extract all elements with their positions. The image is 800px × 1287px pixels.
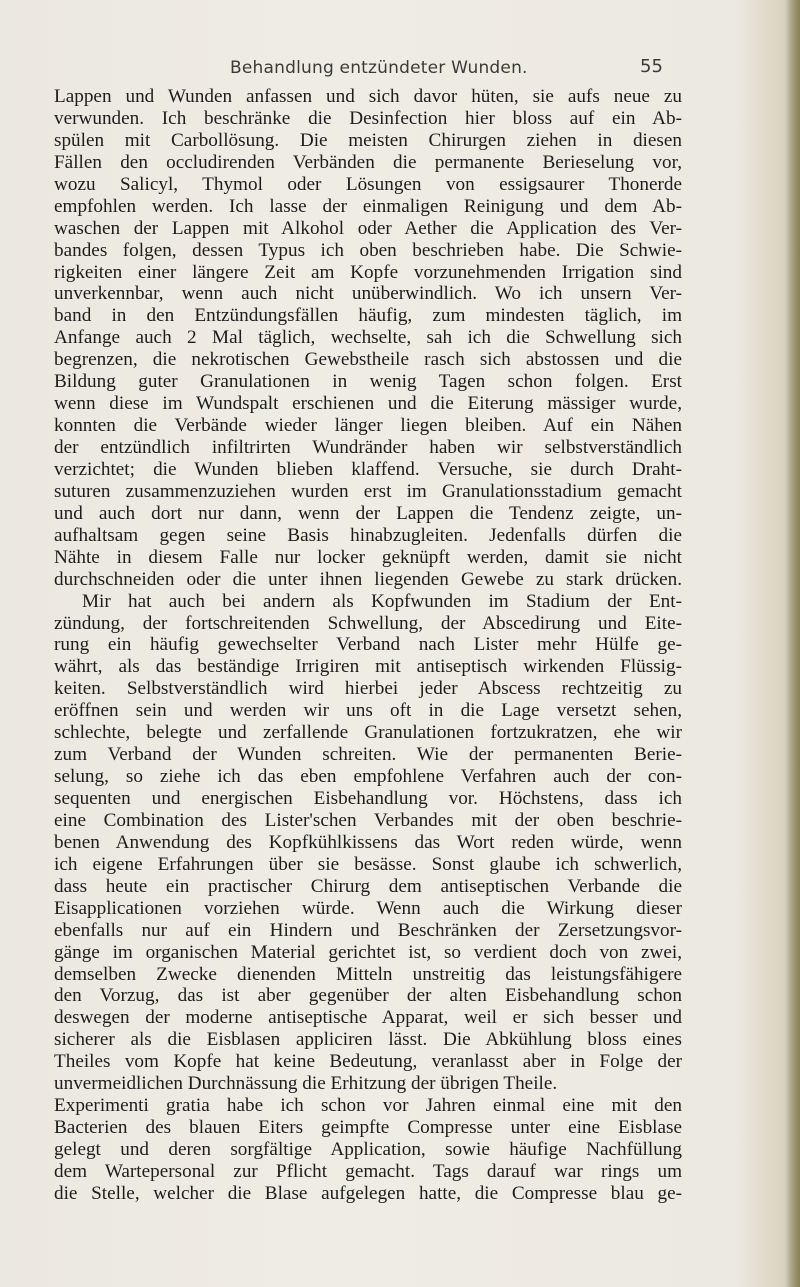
text-line: Theiles vom Kopfe hat keine Bedeutung, veranlasst aber in Folge der <box>54 1051 682 1073</box>
text-line: gänge im organischen Material gerichtet ist, so verdient doch von zwei, <box>54 941 682 963</box>
text-line: und auch dort nur dann, wenn der Lappen die Tendenz zeigte, un- <box>54 502 682 524</box>
text-line: deswegen der moderne antiseptische Apparat, weil er sich besser und <box>54 1007 682 1029</box>
paragraph-start-line: Mir hat auch bei andern als Kopfwunden im Stadium der Ent- <box>82 590 682 612</box>
text-line: benen Anwendung des Kopfkühlkissens das Wort reden würde, wenn <box>54 831 682 853</box>
text-line: sicherer als die Eisblasen appliciren lässt. Die Abkühlung bloss eines <box>54 1029 682 1051</box>
text-line: ebenfalls nur auf ein Hindern und Beschränken der Zersetzungsvor- <box>54 919 682 941</box>
text-line: eine Combination des Lister'schen Verbandes mit der oben beschrie- <box>54 809 682 831</box>
text-line: selung, so ziehe ich das eben empfohlene Verfahren auch der con- <box>54 766 682 788</box>
text-line: Bildung guter Granulationen in wenig Tagen schon folgen. Erst <box>54 371 682 393</box>
text-line: rung ein häufig gewechselter Verband nach Lister mehr Hülfe ge- <box>54 634 682 656</box>
text-line: durchschneiden oder die unter ihnen liegenden Gewebe zu stark drücken. <box>54 568 682 590</box>
text-line: der entzündlich infiltrirten Wundränder haben wir selbstverständlich <box>54 437 682 458</box>
text-line: schlechte, belegte und zerfallende Granulationen fortzukratzen, ehe wir <box>54 722 682 744</box>
text-line: Eisapplicationen vorziehen würde. Wenn auch die Wirkung dieser <box>54 897 682 919</box>
text-line: konnten die Verbände wieder länger liegen bleiben. Auf ein Nähen <box>54 415 682 437</box>
text-line: dem Wartepersonal zur Pflicht gemacht. Tags darauf war rings um <box>54 1160 682 1182</box>
text-line: zündung, der fortschreitenden Schwellung, der Abscedirung und Eite- <box>54 612 682 634</box>
text-line: wenn diese im Wundspalt erschienen und die Eiterung mässiger wurde, <box>54 393 682 415</box>
text-line: waschen der Lappen mit Alkohol oder Aether die Application des Ver- <box>54 217 682 239</box>
body-text <box>54 86 682 1205</box>
text-line: Experimenti gratia habe ich schon vor Jahren einmal eine mit den <box>54 1095 682 1117</box>
text-line: dass heute ein practischer Chirurg dem antiseptischen Verbande die <box>54 875 682 897</box>
text-line: suturen zusammenzuziehen wurden erst im Granulationsstadium gemacht <box>54 480 682 502</box>
text-line: rigkeiten einer längere Zeit am Kopfe vorzunehmenden Irrigation sind <box>54 261 682 283</box>
text-line: wozu Salicyl, Thymol oder Lösungen von essigsaurer Thonerde <box>54 173 682 195</box>
page-number: 55 <box>640 56 663 77</box>
text-line: bandes folgen, dessen Typus ich oben beschrieben habe. Die Schwie- <box>54 239 682 261</box>
text-line: Fällen den occludirenden Verbänden die permanente Berieselung vor, <box>54 151 682 173</box>
text-line: demselben Zwecke dienenden Mitteln unstreitig das leistungsfähigere <box>54 963 682 985</box>
text-line: keiten. Selbstverständlich wird hierbei jeder Abscess rechtzeitig zu <box>54 678 682 700</box>
text-line: zum Verband der Wunden schreiten. Wie der permanenten Berie- <box>54 744 682 766</box>
text-line: unvermeidlichen Durchnässung die Erhitzung der übrigen Theile. <box>54 1073 558 1095</box>
text-line: den Vorzug, das ist aber gegenüber der alten Eisbehandlung schon <box>54 985 682 1007</box>
text-line: verwunden. Ich beschränke die Desinfection hier bloss auf ein Ab- <box>54 107 682 129</box>
running-head: Behandlung entzündeter Wunden. <box>230 58 528 78</box>
text-line: Nähte in diesem Falle nur locker geknüpft werden, damit sie nicht <box>54 546 682 568</box>
text-line: sequenten und energischen Eisbehandlung vor. Höchstens, dass ich <box>54 788 682 809</box>
text-line: eröffnen sein und werden wir uns oft in die Lage versetzt sehen, <box>54 700 682 722</box>
text-line: band in den Entzündungsfällen häufig, zum mindesten täglich, im <box>54 305 682 327</box>
text-line: Anfange auch 2 Mal täglich, wechselte, sah ich die Schwellung sich <box>54 327 682 349</box>
text-line: aufhaltsam gegen seine Basis hinabzugleiten. Jedenfalls dürfen die <box>54 524 682 546</box>
text-line: unverkennbar, wenn auch nicht unüberwindlich. Wo ich unsern Ver- <box>54 283 682 305</box>
text-line: Lappen und Wunden anfassen und sich davor hüten, sie aufs neue zu <box>54 86 682 107</box>
text-line: ich eigene Erfahrungen über sie besässe. Sonst glaube ich schwerlich, <box>54 853 682 875</box>
text-line: empfohlen werden. Ich lasse der einmaligen Reinigung und dem Ab- <box>54 195 682 217</box>
text-line: spülen mit Carbollösung. Die meisten Chirurgen ziehen in diesen <box>54 129 682 151</box>
text-line: gelegt und deren sorgfältige Application, sowie häufige Nachfüllung <box>54 1139 682 1160</box>
page-edge-shadow <box>786 0 800 1287</box>
text-line: die Stelle, welcher die Blase aufgelegen hatte, die Compresse blau ge- <box>54 1182 682 1204</box>
text-line: verzichtet; die Wunden blieben klaffend. Versuche, sie durch Draht- <box>54 458 682 480</box>
text-line: Bacterien des blauen Eiters geimpfte Compresse unter eine Eisblase <box>54 1117 682 1139</box>
text-line: währt, als das beständige Irrigiren mit antiseptisch wirkenden Flüssig- <box>54 656 682 678</box>
text-line: begrenzen, die nekrotischen Gewebstheile rasch sich abstossen und die <box>54 349 682 371</box>
